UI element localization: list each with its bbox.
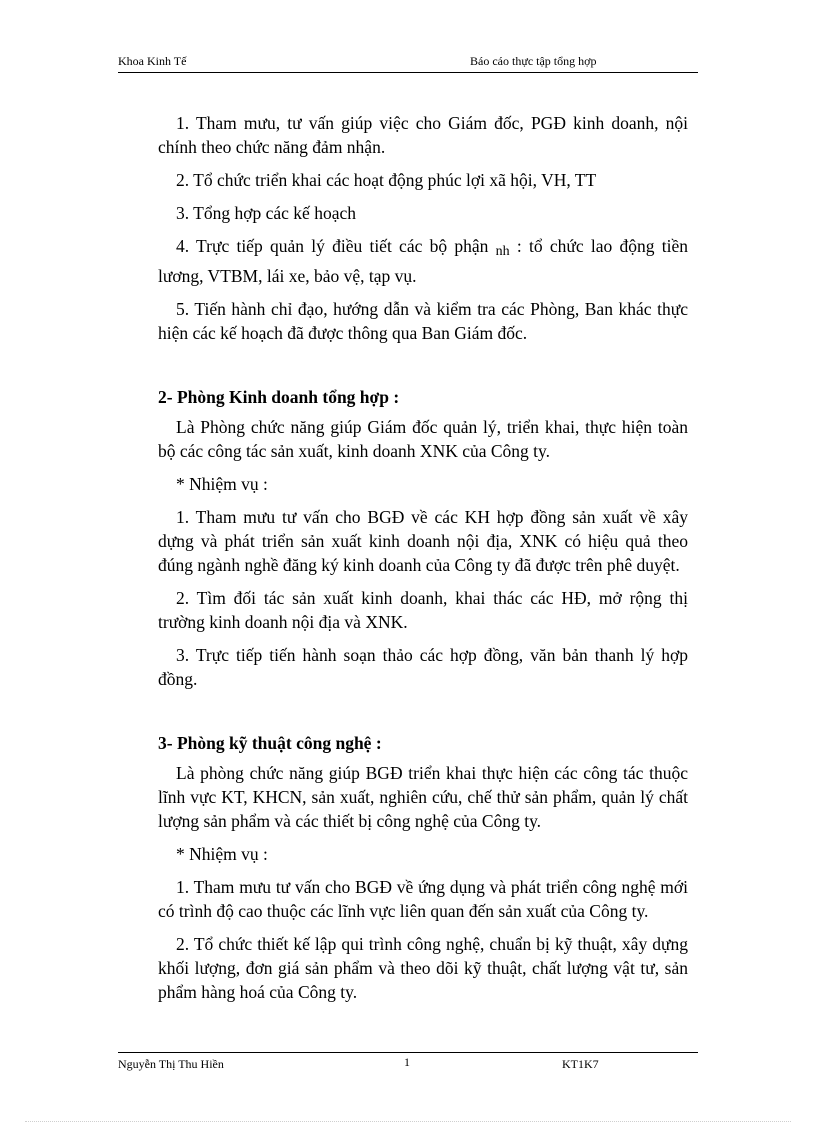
s3-item-2: 2. Tổ chức thiết kế lập qui trình công nghệ, chuẩn bị kỹ thuật, xây dựng khối lượng, đơn giá sản phẩm và theo dõi kỹ thuật, chất lượng vật tư, sản phẩm hàng hoá của Công ty.	[158, 934, 688, 1002]
s1-item-3: 3. Tổng hợp các kế hoạch	[176, 203, 356, 223]
header-faculty: Khoa Kinh Tế	[118, 54, 187, 68]
document-body	[158, 111, 688, 1004]
section-3-intro: Là phòng chức năng giúp BGĐ triển khai thực hiện các công tác thuộc lĩnh vực KT, KHCN, sản xuất, nghiên cứu, chế thử sản phẩm, quản lý chất lượng sản phẩm và các thiết bị công nghệ của Công ty.	[158, 763, 688, 831]
section-3-duty-label: * Nhiệm vụ :	[176, 844, 268, 864]
section-2-duty-label: * Nhiệm vụ :	[176, 474, 268, 494]
page-footer	[118, 1052, 698, 1073]
footer-author: Nguyễn Thị Thu Hiền	[118, 1057, 224, 1071]
header-report-title: Báo cáo thực tập tổng hợp	[470, 54, 597, 68]
s1-item-4-main: 4. Trực tiếp quản lý điều tiết các bộ phận	[176, 236, 489, 256]
s2-item-2: 2. Tìm đối tác sản xuất kinh doanh, khai thác các HĐ, mở rộng thị trường kinh doanh nội địa và XNK.	[158, 588, 688, 632]
s2-item-1: 1. Tham mưu tư vấn cho BGĐ về các KH hợp đồng sản xuất về xây dựng và phát triển sản xuất kinh doanh nội địa, XNK có hiệu quả theo đúng ngành nghề đăng ký kinh doanh của Công ty đã được trên phê duyệt.	[158, 507, 688, 575]
s1-item-2: 2. Tổ chức triển khai các hoạt động phúc lợi xã hội, VH, TT	[176, 170, 597, 190]
page-edge-divider	[25, 1121, 791, 1122]
s1-item-4	[158, 234, 688, 288]
s3-item-1: 1. Tham mưu tư vấn cho BGĐ về ứng dụng và phát triển công nghệ mới có trình độ cao thuộc các lĩnh vực liên quan đến sản xuất của Công ty.	[158, 877, 688, 921]
section-3-title: 3- Phòng kỹ thuật công nghệ :	[158, 733, 382, 753]
section-2-intro: Là Phòng chức năng giúp Giám đốc quản lý, triển khai, thực hiện toàn bộ các công tác sản xuất, kinh doanh XNK của Công ty.	[158, 417, 688, 461]
footer-page-number: 1	[404, 1055, 410, 1069]
section-2-title: 2- Phòng Kinh doanh tổng hợp :	[158, 387, 400, 407]
s2-item-3: 3. Trực tiếp tiến hành soạn thảo các hợp đồng, văn bản thanh lý hợp đồng.	[158, 645, 688, 689]
s1-item-4-rest: : tổ chức lao động tiền lương, VTBM, lái xe, bảo vệ, tạp vụ.	[158, 236, 689, 286]
page-header	[118, 54, 698, 73]
s1-item-5: 5. Tiến hành chỉ đạo, hướng dẫn và kiểm tra các Phòng, Ban khác thực hiện các kế hoạch đã được thông qua Ban Giám đốc.	[158, 299, 688, 343]
s1-item-1: 1. Tham mưu, tư vấn giúp việc cho Giám đốc, PGĐ kinh doanh, nội chính theo chức năng đảm nhận.	[158, 113, 688, 157]
footer-class: KT1K7	[562, 1057, 599, 1071]
s1-item-4-sub: nh	[495, 244, 510, 259]
